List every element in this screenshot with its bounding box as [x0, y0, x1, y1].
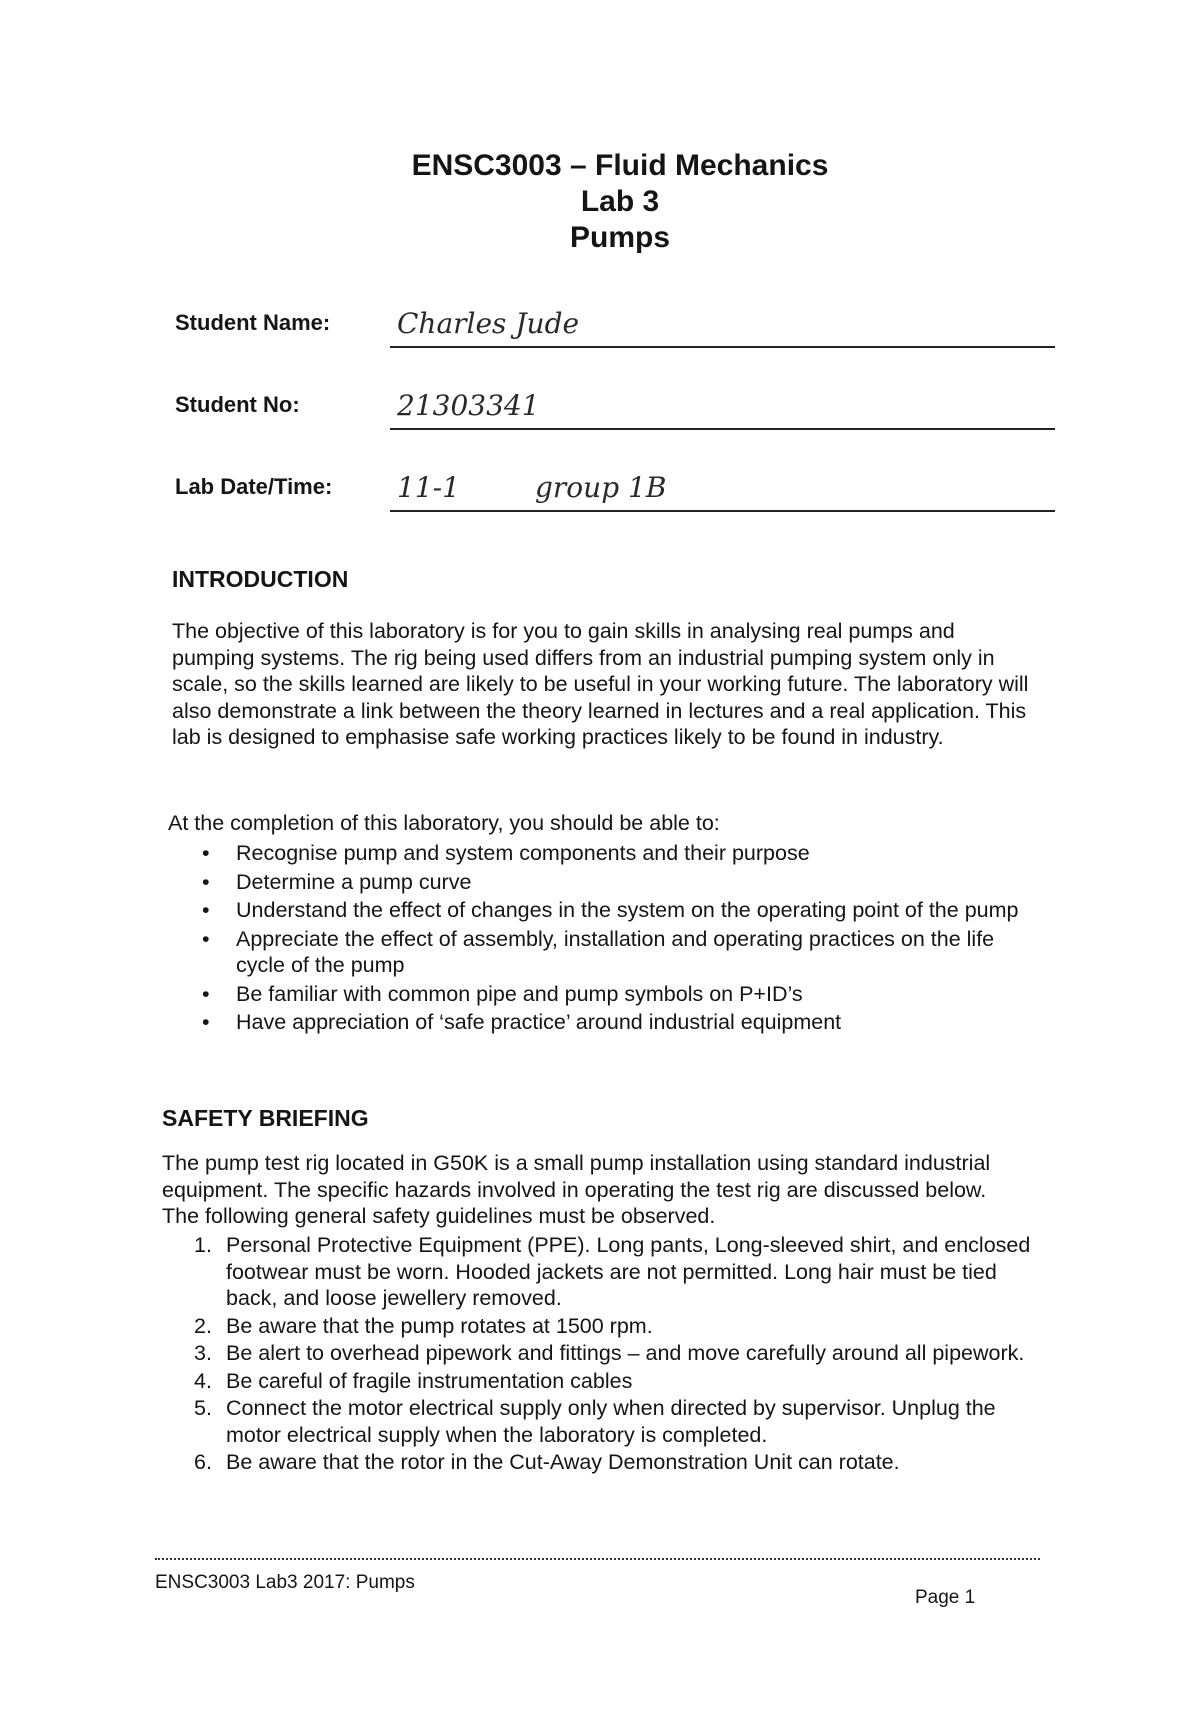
lab-date-line	[390, 510, 1055, 512]
lab-date-label: Lab Date/Time:	[175, 474, 333, 499]
topic-title: Pumps	[569, 221, 671, 254]
student-name-value: Charles Jude	[397, 307, 580, 340]
list-item: • Have appreciation of ‘safe practice’ around industrial equipment	[202, 1010, 842, 1034]
student-name-label: Student Name:	[175, 310, 331, 335]
page-number: Page 1	[915, 1587, 976, 1608]
student-number-field	[175, 380, 1055, 430]
list-item: 3. Be alert to overhead pipework and fittings – and move carefully around all pipework.	[194, 1341, 1025, 1365]
safety-heading: SAFETY BRIEFING	[162, 1105, 369, 1131]
list-item: • Understand the effect of changes in the system on the operating point of the pump	[202, 898, 1019, 922]
introduction-heading: INTRODUCTION	[172, 566, 349, 592]
list-item: • Be familiar with common pipe and pump symbols on P+ID’s	[202, 981, 803, 1006]
student-name-field	[175, 298, 1055, 348]
student-number-label: Student No:	[175, 392, 300, 417]
student-number-value: 21303341	[397, 389, 540, 422]
lab-date-value: 11-1	[397, 471, 460, 504]
student-name-line	[390, 346, 1055, 348]
lab-title: Lab 3	[580, 185, 660, 218]
objectives-list	[172, 840, 1042, 1038]
title-block	[380, 148, 860, 256]
lab-group-value: group 1B	[535, 471, 667, 504]
list-item: 5. Connect the motor electrical supply only when directed by supervisor. Unplug the motor electrical supply when the laboratory is completed.	[194, 1396, 996, 1447]
list-item: • Determine a pump curve	[202, 869, 472, 894]
list-item: 2. Be aware that the pump rotates at 1500 rpm.	[194, 1313, 653, 1338]
safety-rules-list	[162, 1232, 1042, 1477]
lab-date-field	[175, 462, 1055, 512]
course-title: ENSC3003 – Fluid Mechanics	[411, 149, 829, 182]
introduction-paragraph: The objective of this laboratory is for you to gain skills in analysing real pumps and pumping systems. The rig being used differs from an industrial pumping system only in scale, so the skills learned are likely to be useful in your working future. The laboratory will also demonstrate a link between the theory learned in lectures and a real application. This lab is designed to emphasise safe working practices likely to be found in industry.	[172, 619, 1029, 749]
list-item: 6. Be aware that the rotor in the Cut-Away Demonstration Unit can rotate.	[194, 1450, 900, 1474]
student-number-line	[390, 428, 1055, 430]
footer-document-title: ENSC3003 Lab3 2017: Pumps	[155, 1572, 415, 1593]
footer-divider	[155, 1558, 1040, 1560]
list-item: • Recognise pump and system components and their purpose	[202, 841, 810, 865]
safety-paragraph: The pump test rig located in G50K is a small pump installation using standard industrial equipment. The specific hazards involved in operating the test rig are discussed below. The following general safety guidelines must be observed.	[162, 1151, 991, 1228]
list-item: • Appreciate the effect of assembly, installation and operating practices on the life cycle of the pump	[202, 926, 995, 977]
list-item: 4. Be careful of fragile instrumentation cables	[194, 1368, 633, 1393]
objectives-lead: At the completion of this laboratory, you should be able to:	[168, 811, 720, 835]
list-item: 1. Personal Protective Equipment (PPE). Long pants, Long-sleeved shirt, and enclosed footwear must be worn. Hooded jackets are not permitted. Long hair must be tied back, and loose jewellery removed.	[194, 1233, 1031, 1310]
